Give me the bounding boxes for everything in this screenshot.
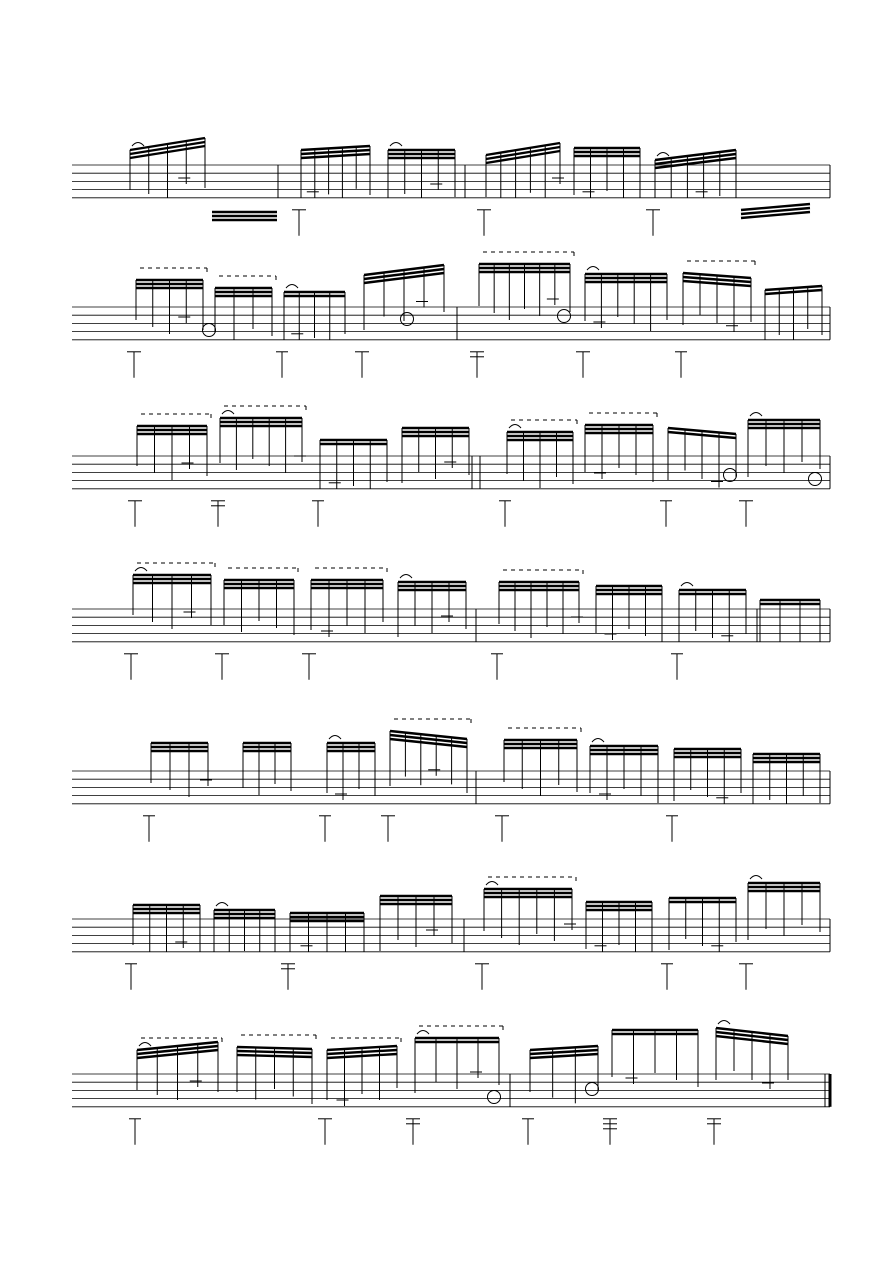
half-note [724, 469, 737, 482]
beamed-note-group [741, 204, 810, 218]
slur [486, 882, 498, 886]
slur [681, 583, 693, 587]
beamed-note-group [739, 876, 820, 990]
half-note [558, 310, 571, 323]
beamed-note-group [355, 265, 444, 378]
slur [135, 568, 147, 572]
beamed-note-group [576, 267, 667, 378]
slur [657, 153, 669, 157]
staff-system [72, 252, 830, 378]
beamed-note-group [491, 570, 583, 680]
staff-system [72, 406, 830, 527]
beamed-note-group [130, 138, 205, 198]
beamed-note-group [237, 1035, 316, 1104]
slur [509, 425, 521, 429]
beamed-note-group [312, 440, 387, 527]
half-note [488, 1091, 501, 1104]
slur [286, 285, 298, 289]
beamed-note-group [292, 146, 370, 236]
half-note [586, 1083, 599, 1096]
beamed-note-group [211, 406, 306, 527]
beamed-note-group [381, 719, 471, 842]
beamed-note-group [495, 728, 581, 842]
slur [390, 143, 402, 147]
beamed-note-group [124, 563, 215, 680]
beamed-note-group [127, 268, 207, 378]
slur [216, 903, 228, 907]
slur [132, 143, 144, 147]
beamed-note-group [406, 1026, 503, 1145]
beamed-note-group [739, 413, 820, 527]
beamed-note-group [522, 1046, 598, 1145]
beamed-note-group [499, 420, 577, 527]
beamed-note-group [215, 276, 276, 340]
slur [587, 267, 599, 271]
beamed-note-group [660, 428, 736, 527]
slur [417, 1031, 429, 1035]
slur [400, 575, 412, 579]
slur [750, 876, 762, 880]
beamed-note-group [475, 877, 576, 990]
beamed-note-group [603, 1030, 698, 1145]
staff-system [72, 876, 830, 990]
beamed-note-group [760, 600, 820, 642]
beamed-note-group [319, 736, 375, 842]
slur [139, 1043, 151, 1047]
slur [329, 736, 341, 740]
beamed-note-group [671, 583, 746, 680]
beamed-note-group [585, 413, 657, 482]
beamed-note-group [302, 568, 387, 680]
slur [222, 411, 234, 415]
beamed-note-group [129, 1038, 222, 1145]
beamed-note-group [402, 428, 469, 483]
beamed-note-group [318, 1038, 401, 1145]
beamed-note-group [398, 575, 466, 638]
slur [750, 413, 762, 417]
beamed-note-group [125, 905, 200, 990]
staff-system [72, 719, 830, 842]
beamed-note-group [646, 150, 736, 236]
beamed-note-group [707, 1021, 788, 1145]
staff-system [72, 138, 830, 236]
beamed-note-group [380, 896, 452, 951]
beamed-note-group [143, 743, 212, 842]
slur [718, 1021, 730, 1025]
beamed-note-group [675, 261, 755, 378]
beamed-note-group [212, 212, 277, 220]
half-note [203, 324, 216, 337]
beamed-note-group [276, 285, 345, 378]
staff-system [72, 563, 830, 680]
beamed-note-group [128, 414, 211, 527]
staff-system [72, 1021, 830, 1145]
beamed-note-group [215, 568, 298, 680]
slur [592, 739, 604, 743]
half-note [809, 473, 822, 486]
